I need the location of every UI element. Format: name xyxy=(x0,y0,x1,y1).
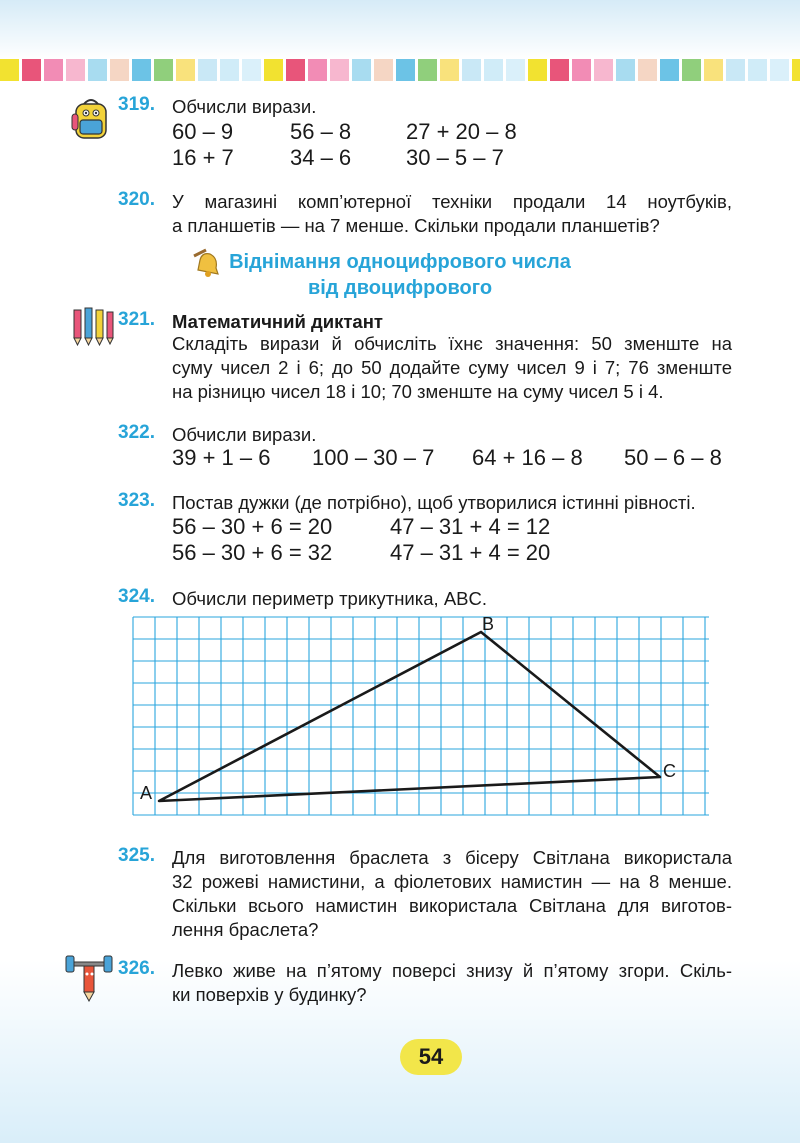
exercise-number-320: 320. xyxy=(118,189,155,210)
stripe-block xyxy=(330,59,349,81)
stripe-block xyxy=(682,59,701,81)
stripe-block xyxy=(88,59,107,81)
triangle-abc xyxy=(159,632,660,801)
stripe-block xyxy=(308,59,327,81)
section-heading: від двоцифрового xyxy=(307,277,493,299)
stripe-block xyxy=(154,59,173,81)
stripe-block xyxy=(110,59,129,81)
exercise-number-319: 319. xyxy=(118,94,155,115)
exercise-321-title: Математичний диктант xyxy=(172,311,383,332)
exercise-number-323: 323. xyxy=(118,490,155,511)
stripe-block xyxy=(176,59,195,81)
stripe-block xyxy=(132,59,151,81)
stripe-block xyxy=(418,59,437,81)
stripe-block xyxy=(704,59,723,81)
stripe-block xyxy=(638,59,657,81)
exercise-326-line: ки поверхів у будинку? xyxy=(172,984,367,1005)
vertex-label-c: C xyxy=(663,761,676,781)
stripe-block xyxy=(528,59,547,81)
stripe-block xyxy=(748,59,767,81)
exercise-number-322: 322. xyxy=(118,422,155,443)
exercise-324-prompt: Обчисли периметр трикутника, ABC. xyxy=(172,588,488,609)
stripe-block xyxy=(594,59,613,81)
exercise-325-line: лення браслета? xyxy=(172,919,319,940)
expression: 27 + 20 – 8 xyxy=(406,119,517,144)
vertex-label-b: B xyxy=(482,614,495,634)
stripe-block xyxy=(726,59,745,81)
stripe-block xyxy=(660,59,679,81)
exercise-320-line: У магазині комп’ютерної техніки продали 14 ноутбуків, xyxy=(172,191,732,212)
stripe-block xyxy=(550,59,569,81)
stripe-block xyxy=(220,59,239,81)
stripe-block xyxy=(396,59,415,81)
exercise-323-prompt: Постав дужки (де потрібно), щоб утворилися істинні рівності. xyxy=(172,492,696,513)
stripe-block xyxy=(374,59,393,81)
expression: 34 – 6 xyxy=(290,145,352,170)
expression: 60 – 9 xyxy=(172,119,234,144)
stripe-block xyxy=(22,59,41,81)
stripe-block xyxy=(616,59,635,81)
expression: 50 – 6 – 8 xyxy=(624,445,722,470)
vertex-label-a: A xyxy=(140,783,153,803)
expression: 30 – 5 – 7 xyxy=(406,145,504,170)
section-heading: Віднімання одноцифрового числа xyxy=(229,251,571,273)
expression: 56 – 8 xyxy=(290,119,352,144)
exercise-326-line: Левко живе на п’ятому поверсі знизу й п’ятому згори. Скіль- xyxy=(172,960,732,981)
stripe-block xyxy=(44,59,63,81)
exercise-321-line: суму чисел 2 і 6; до 50 додайте суму чисел 9 і 7; 76 зменште xyxy=(172,357,732,378)
stripe-block xyxy=(66,59,85,81)
equation: 56 – 30 + 6 = 32 xyxy=(172,540,333,565)
stripe-block xyxy=(770,59,789,81)
exercise-number-325: 325. xyxy=(118,845,155,866)
backpack-icon xyxy=(70,96,114,147)
triangle-grid-figure xyxy=(128,612,718,839)
exercise-320-line: а планшетів — на 7 менше. Скільки продали планшетів? xyxy=(172,215,660,236)
pencils-icon xyxy=(70,306,116,351)
exercise-325-line: 32 рожеві намистини, а фіолетових намистин — на 8 менше. xyxy=(172,871,732,892)
stripe-block xyxy=(484,59,503,81)
stripe-block xyxy=(198,59,217,81)
dumbbell-pencil-icon xyxy=(64,950,114,1007)
exercise-325-line: Скільки всього намистин використала Світлана для виготов- xyxy=(172,895,732,916)
exercise-319-prompt: Обчисли вирази. xyxy=(172,96,317,117)
exercise-322-prompt: Обчисли вирази. xyxy=(172,424,317,445)
equation: 47 – 31 + 4 = 20 xyxy=(390,540,551,565)
stripe-block xyxy=(506,59,525,81)
equation: 56 – 30 + 6 = 20 xyxy=(172,514,333,539)
top-color-stripe xyxy=(0,58,800,82)
exercise-321-line: на різницю чисел 18 і 10; 70 зменште на суму чисел 5 і 4. xyxy=(172,381,664,402)
expression: 64 + 16 – 8 xyxy=(472,445,583,470)
exercise-number-324: 324. xyxy=(118,586,155,607)
exercise-325-line: Для виготовлення браслета з бісеру Світлана використала xyxy=(172,847,732,868)
exercise-number-321: 321. xyxy=(118,309,155,330)
expression: 16 + 7 xyxy=(172,145,234,170)
exercise-number-326: 326. xyxy=(118,958,155,979)
stripe-block xyxy=(792,59,800,81)
expression: 39 + 1 – 6 xyxy=(172,445,271,470)
exercise-321-line: Складіть вирази й обчисліть їхнє значення: 50 зменште на xyxy=(172,333,732,354)
stripe-block xyxy=(242,59,261,81)
stripe-block xyxy=(440,59,459,81)
stripe-block xyxy=(462,59,481,81)
stripe-block xyxy=(352,59,371,81)
page-number: 54 xyxy=(400,1039,462,1075)
equation: 47 – 31 + 4 = 12 xyxy=(390,514,551,539)
expression: 100 – 30 – 7 xyxy=(312,445,435,470)
stripe-block xyxy=(0,59,19,81)
stripe-block xyxy=(264,59,283,81)
stripe-block xyxy=(286,59,305,81)
stripe-block xyxy=(572,59,591,81)
